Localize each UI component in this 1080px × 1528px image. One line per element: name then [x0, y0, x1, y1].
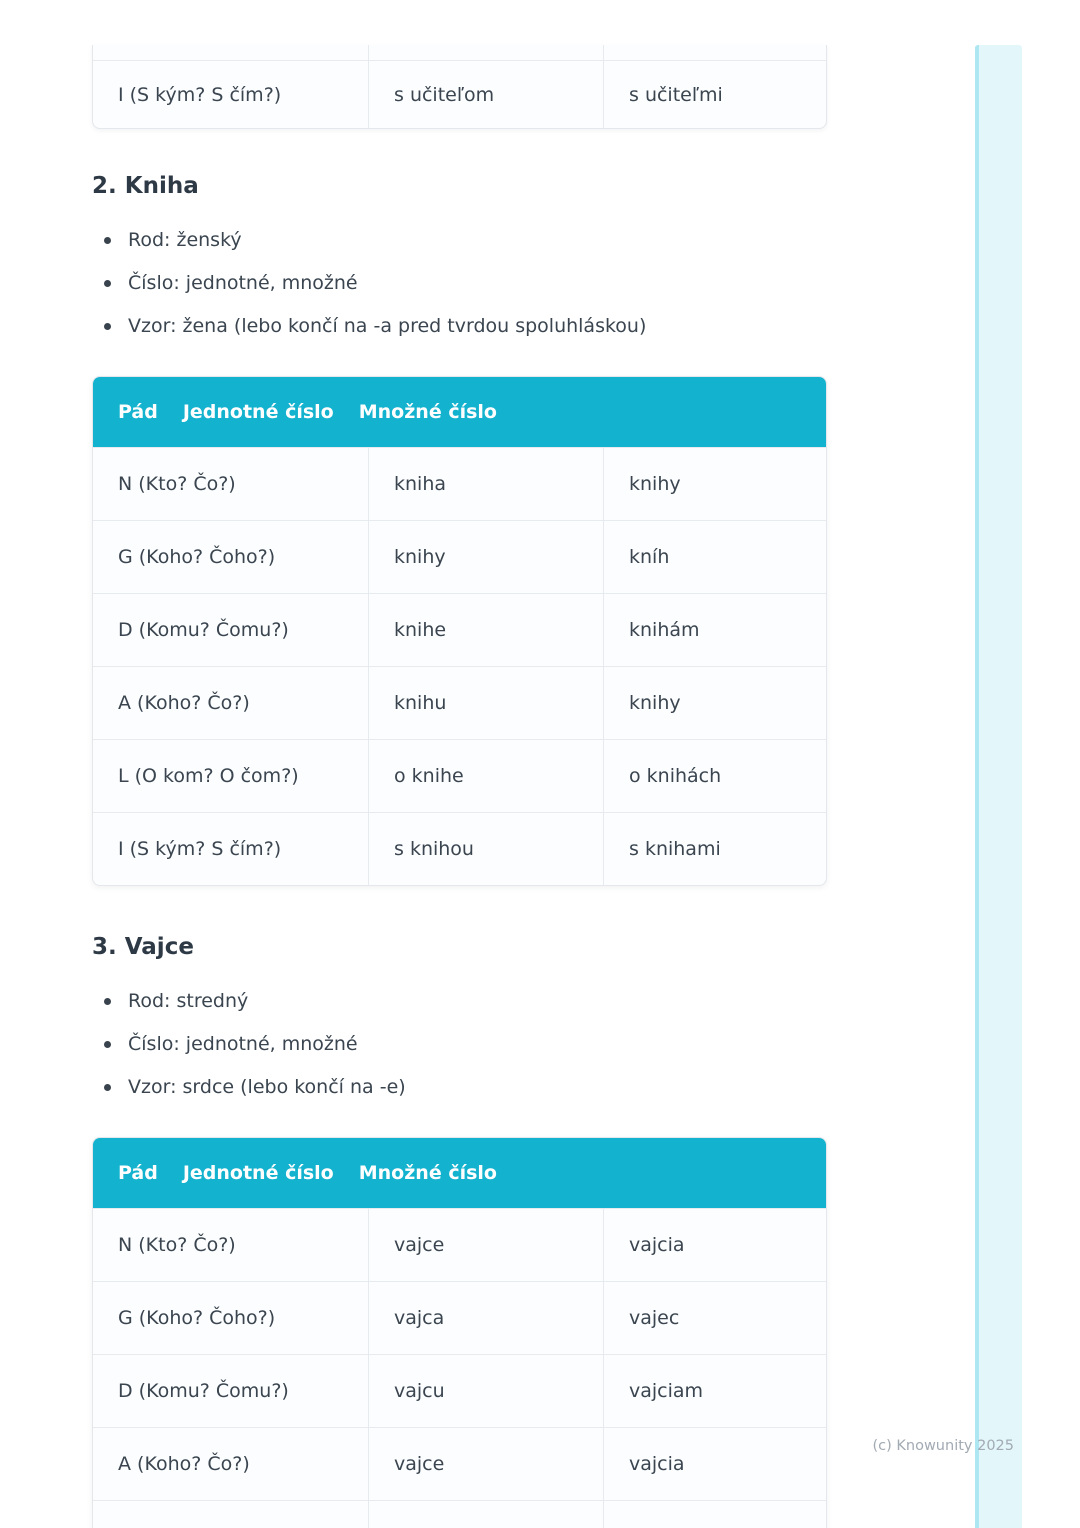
list-item: [104, 1066, 827, 1109]
table-cell-singular: knihu: [369, 667, 604, 739]
table-cell-plural: vajcia: [629, 1453, 685, 1475]
table-cell-plural: vajciam: [629, 1380, 704, 1402]
table-cell: [604, 45, 826, 60]
table-cell-singular: knihy: [369, 521, 604, 593]
table-cell-case: D (Komu? Čomu?): [93, 594, 369, 666]
table-cell-plural: knihy: [629, 692, 681, 714]
table-header-cell: Pád: [118, 401, 158, 423]
table-header-cell: Jednotné číslo: [182, 1162, 334, 1184]
list-item: [104, 262, 827, 305]
table-cell-plural: kníh: [629, 546, 670, 568]
table-cell-singular: s knihou: [369, 813, 604, 885]
table-cell-singular: o knihe: [369, 740, 604, 812]
declension-table-vajce: [92, 1137, 827, 1528]
list-item-text: Vzor: srdce (lebo končí na -e): [128, 1076, 406, 1098]
copyright-watermark: (c) Knowunity 2025: [872, 1438, 1014, 1454]
table-header-row: [93, 1138, 826, 1208]
list-item-text: Číslo: jednotné, množné: [128, 272, 358, 294]
bullet-dot-icon: [104, 323, 111, 330]
table-cell-singular: kniha: [369, 448, 604, 520]
bullet-list: [92, 980, 827, 1109]
bullet-dot-icon: [104, 280, 111, 287]
table-header-cell: Pád: [118, 1162, 158, 1184]
section-heading-vajce: 3. Vajce: [92, 934, 194, 960]
table-cell: [369, 1501, 604, 1528]
table-row-partial: [93, 45, 826, 61]
table-cell-plural: s knihami: [629, 838, 721, 860]
table-cell-singular: vajce: [369, 1209, 604, 1281]
table-cell-case: D (Komu? Čomu?): [93, 1355, 369, 1427]
table-cell-case: G (Koho? Čoho?): [93, 521, 369, 593]
bullet-dot-icon: [104, 998, 111, 1005]
table-cell-case: G (Koho? Čoho?): [93, 1282, 369, 1354]
table-row: [93, 447, 826, 520]
bullet-dot-icon: [104, 1041, 111, 1048]
table-cell-plural: s učiteľmi: [629, 83, 723, 106]
list-item-text: Rod: ženský: [128, 229, 242, 251]
page-content: [92, 45, 827, 1528]
table-cell: [93, 45, 369, 60]
declension-table-fragment-ucitel: [92, 45, 827, 129]
table-row: [93, 666, 826, 739]
list-item: [104, 219, 827, 262]
table-cell-case: N (Kto? Čo?): [93, 1209, 369, 1281]
bullet-dot-icon: [104, 237, 111, 244]
table-cell-singular: vajce: [369, 1428, 604, 1500]
table-header-cell: Množné číslo: [358, 1162, 497, 1184]
table-row-partial: [93, 1500, 826, 1528]
list-item-text: Číslo: jednotné, množné: [128, 1033, 358, 1055]
table-row: [93, 593, 826, 666]
table-row: [93, 1208, 826, 1281]
table-cell-singular: vajcu: [369, 1355, 604, 1427]
table-cell-plural: vajec: [629, 1307, 680, 1329]
table-header-row: [93, 377, 826, 447]
table-cell-singular: knihe: [369, 594, 604, 666]
declension-table-kniha: [92, 376, 827, 886]
table-cell-case: A (Koho? Čo?): [93, 667, 369, 739]
table-row: [93, 1427, 826, 1500]
table-cell: [604, 1501, 826, 1528]
table-cell-case: I (S kým? S čím?): [93, 813, 369, 885]
highlight-strip: [975, 45, 1022, 1528]
table-row: [93, 1281, 826, 1354]
list-item: [104, 305, 827, 348]
table-row: [93, 520, 826, 593]
table-cell-singular: s učiteľom: [369, 61, 604, 128]
table-cell: [369, 45, 604, 60]
table-cell-case: I (S kým? S čím?): [93, 61, 369, 128]
list-item-text: Vzor: žena (lebo končí na -a pred tvrdou spoluhláskou): [128, 315, 647, 337]
table-row: [93, 61, 826, 128]
bullet-list: [92, 219, 827, 348]
table-row: [93, 812, 826, 885]
table-cell: [93, 1501, 369, 1528]
table-cell-case: L (O kom? O čom?): [93, 740, 369, 812]
table-cell-singular: vajca: [369, 1282, 604, 1354]
list-item: [104, 980, 827, 1023]
table-header-cell: Jednotné číslo: [182, 401, 334, 423]
table-cell-plural: o knihách: [629, 765, 722, 787]
table-cell-case: A (Koho? Čo?): [93, 1428, 369, 1500]
table-cell-plural: knihy: [629, 473, 681, 495]
table-row: [93, 739, 826, 812]
table-row: [93, 1354, 826, 1427]
bullet-dot-icon: [104, 1084, 111, 1091]
list-item: [104, 1023, 827, 1066]
table-cell-case: N (Kto? Čo?): [93, 448, 369, 520]
table-header-cell: Množné číslo: [358, 401, 497, 423]
list-item-text: Rod: stredný: [128, 990, 249, 1012]
table-cell-plural: vajcia: [629, 1234, 685, 1256]
section-heading-kniha: 2. Kniha: [92, 173, 199, 199]
table-cell-plural: knihám: [629, 619, 700, 641]
